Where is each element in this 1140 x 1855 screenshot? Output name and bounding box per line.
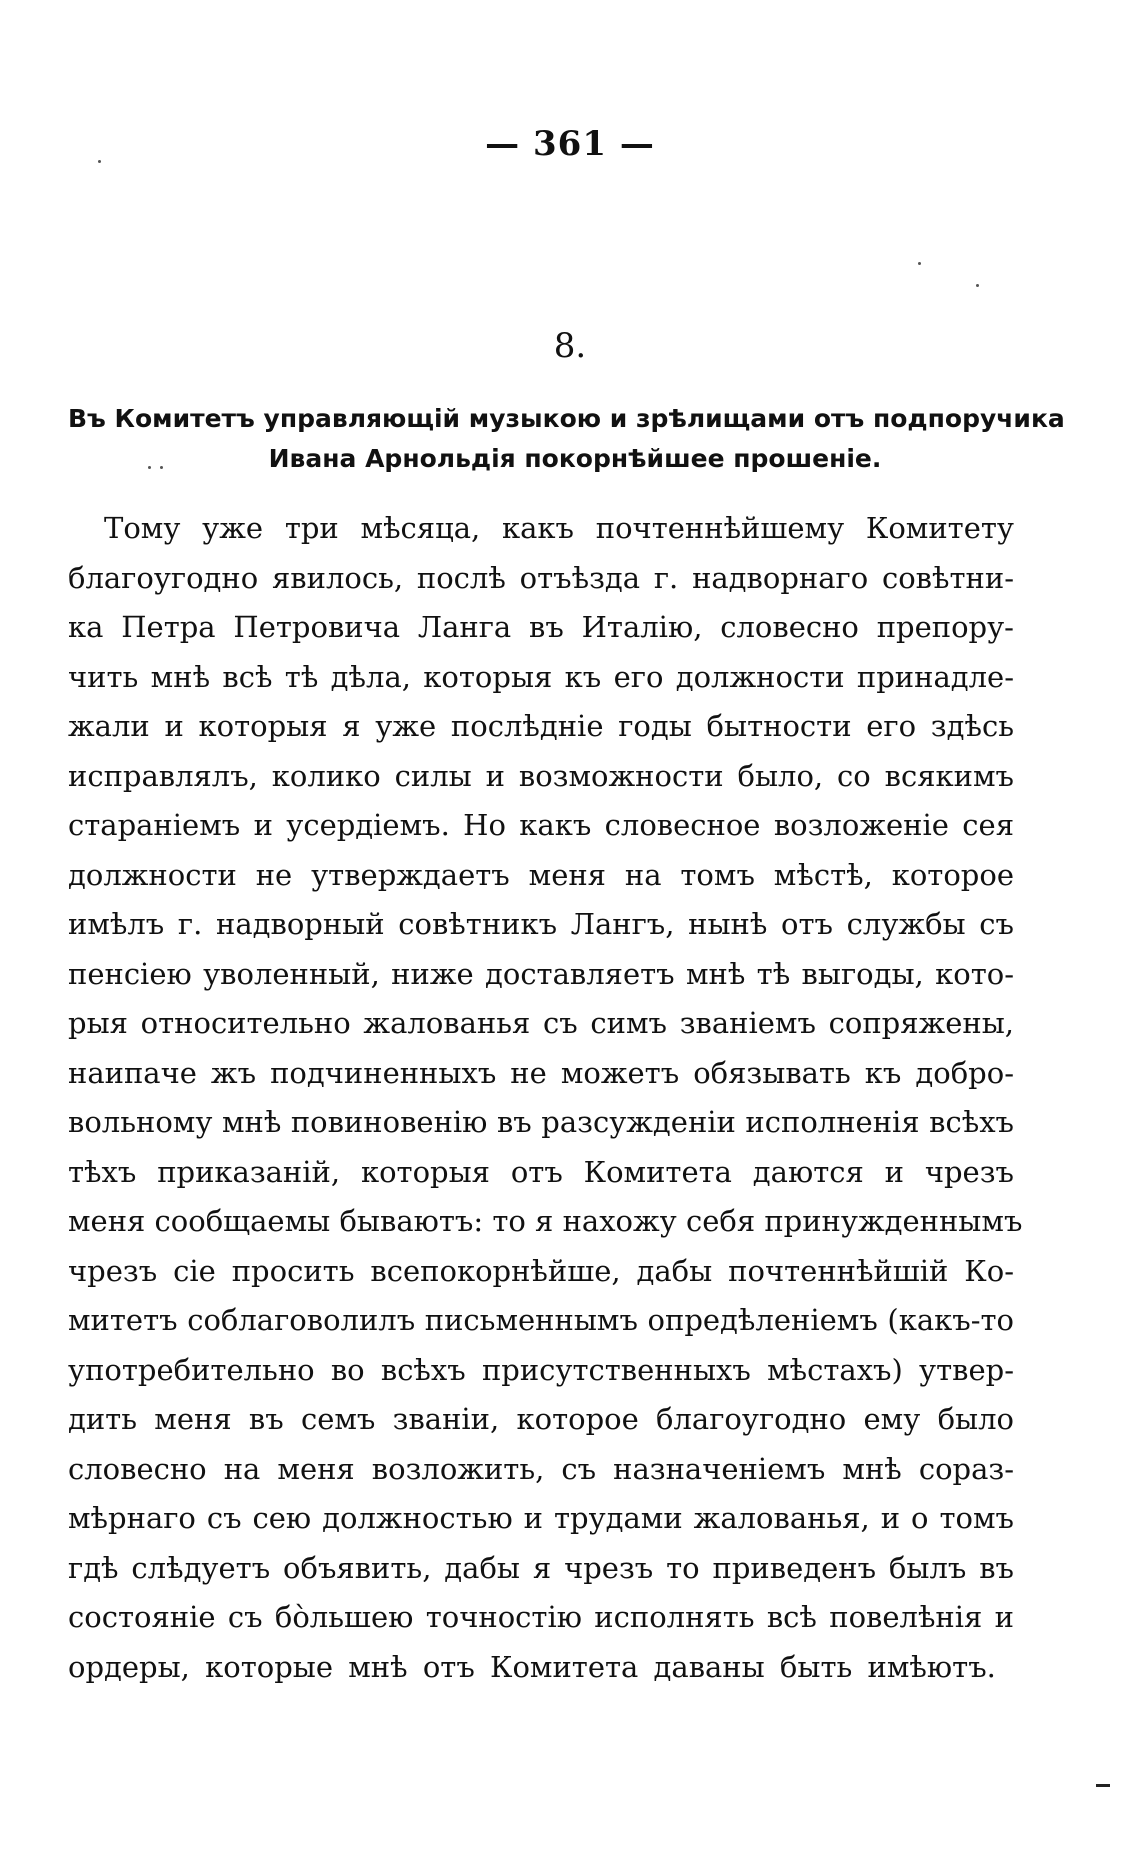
body-line: употребительно во всѣхъ присутственныхъ мѣстахъ) утвер- — [68, 1352, 1014, 1387]
body-line: пенсіею уволенный, ниже доставляетъ мнѣ тѣ выгоды, кото- — [68, 956, 1014, 991]
petition-heading-line-1: Въ Комитетъ управляющій музыкою и зрѣлищами отъ подпоручика — [68, 404, 1065, 433]
scan-speck — [98, 160, 101, 163]
body-line: чрезъ сіе просить всепокорнѣйше, дабы почтеннѣйшій Ко- — [68, 1253, 1014, 1288]
body-line: рыя относительно жалованья съ симъ званіемъ сопряжены, — [68, 1006, 1014, 1040]
body-line: словесно на меня возложить, съ назначеніемъ мнѣ сораз- — [68, 1451, 1014, 1486]
body-line: имѣлъ г. надворный совѣтникъ Лангъ, нынѣ отъ службы съ — [68, 907, 1014, 941]
body-line: стараніемъ и усердіемъ. Но какъ словесное возложеніе сея — [68, 808, 1014, 842]
body-line: наипаче жъ подчиненныхъ не можетъ обязывать къ добро- — [68, 1055, 1014, 1090]
body-line: чить мнѣ всѣ тѣ дѣла, которыя къ его должности принадле- — [68, 659, 1014, 694]
scan-speck — [148, 466, 151, 469]
body-line: исправлялъ, колико силы и возможности было, со всякимъ — [68, 758, 1014, 793]
scan-speck — [976, 284, 979, 287]
scan-speck — [918, 262, 921, 265]
body-line: ка Петра Петровича Ланга въ Италію, словесно препору- — [68, 610, 1014, 644]
page-number: — 361 — — [485, 124, 655, 164]
body-line: дить меня въ семъ званіи, которое благоугодно ему было — [68, 1402, 1014, 1436]
body-line: гдѣ слѣдуетъ объявить, дабы я чрезъ то приведенъ былъ въ — [68, 1550, 1014, 1585]
body-line: Тому уже три мѣсяца, какъ почтеннѣйшему Комитету — [104, 511, 1014, 545]
scan-edge-mark — [1096, 1784, 1110, 1787]
body-line: тѣхъ приказаній, которыя отъ Комитета даются и чрезъ — [68, 1154, 1014, 1189]
body-line: меня сообщаемы бываютъ: то я нахожу себя принужденнымъ — [68, 1204, 1023, 1238]
body-line: ордеры, которые мнѣ отъ Комитета даваны быть имѣютъ. — [68, 1649, 996, 1684]
body-line: вольному мнѣ повиновенію въ разсужденіи исполненія всѣхъ — [68, 1105, 1014, 1139]
body-line: должности не утверждаетъ меня на томъ мѣстѣ, которое — [68, 857, 1014, 892]
body-line: жали и которыя я уже послѣдніе годы бытности его здѣсь — [68, 709, 1014, 743]
scan-speck — [160, 466, 163, 469]
body-line: митетъ соблаговолилъ письменнымъ опредѣленіемъ (какъ-то — [68, 1303, 1014, 1337]
petition-body — [68, 504, 1023, 1692]
petition-heading-line-2: Ивана Арнольдія покорнѣйшее прошеніе. — [268, 444, 882, 473]
body-line: благоугодно явилось, послѣ отъѣзда г. надворнаго совѣтни- — [68, 560, 1014, 595]
section-number: 8. — [553, 326, 587, 366]
body-line: состояніе съ бо̀льшею точностію исполнять всѣ повелѣнія и — [68, 1600, 1014, 1634]
body-line: мѣрнаго съ сею должностью и трудами жалованья, и о томъ — [68, 1501, 1014, 1535]
